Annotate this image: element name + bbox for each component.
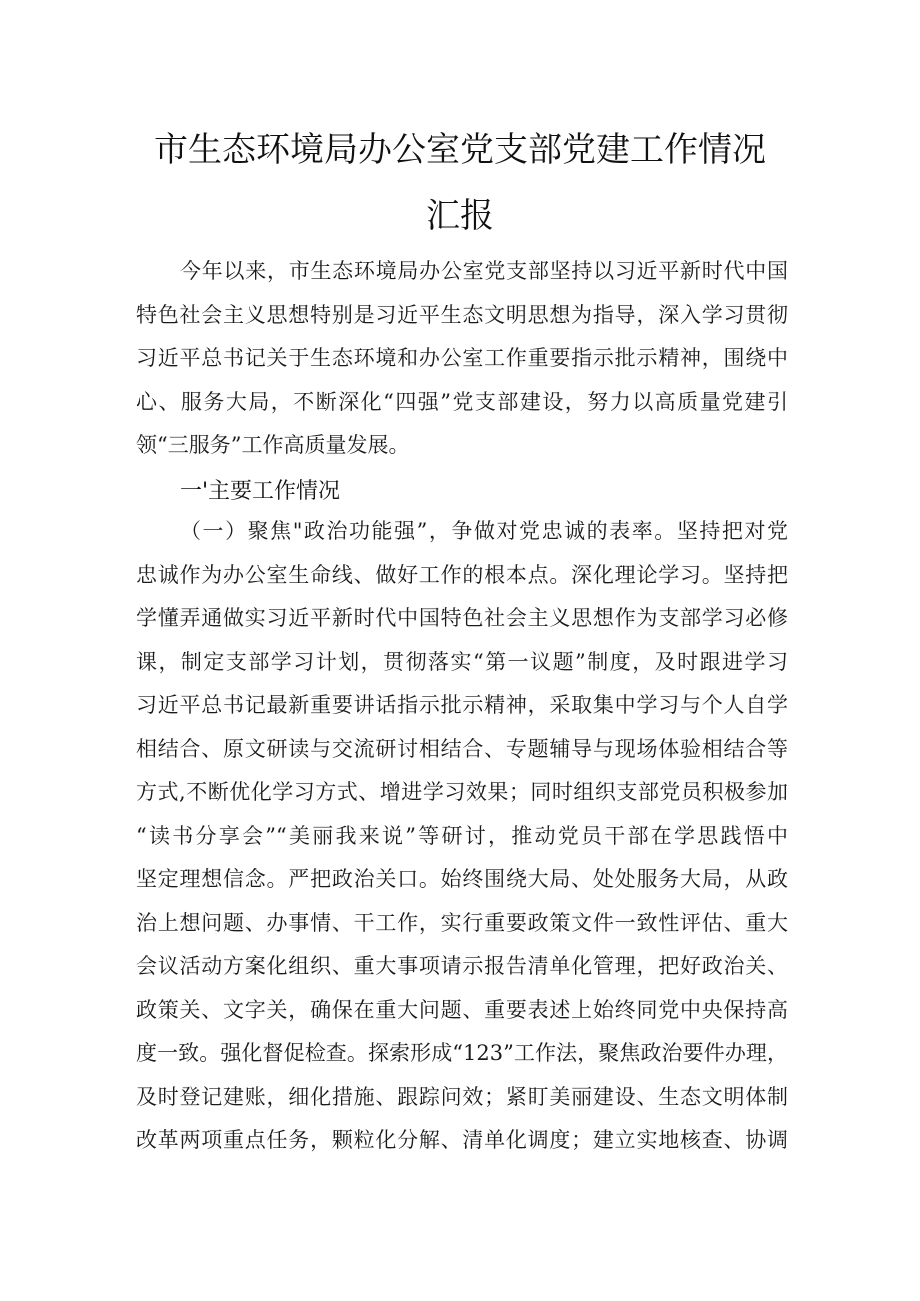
main-line: 政策关、文字关，确保在重大问题、重要表述上始终同党中央保持高 [136,997,788,1022]
intro-line: 今年以来，市生态环境局办公室党支部坚持以习近平新时代中国 [180,259,788,283]
document-title-line-2: 汇报 [426,196,494,236]
main-line: 方式,不断优化学习方式、增进学习效果；同时组织支部党员积极参加 [136,780,788,804]
main-line: 度一致。强化督促检查。探索形成“123”工作法，聚焦政治要件办理， [136,1041,788,1065]
intro-line: 领“三服务”工作高质量发展。 [136,433,410,457]
intro-line: 心、服务大局，不断深化“四强”党支部建设，努力以高质量党建引 [136,389,788,414]
main-line: 相结合、原文研读与交流研讨相结合、专题辅导与现场体验相结合等 [136,736,788,761]
intro-line: 特色社会主义思想特别是习近平生态文明思想为指导，深入学习贯彻 [136,302,788,327]
document-title-line-1: 市生态环境局办公室党支部党建工作情况 [154,130,766,170]
main-line: 学懂弄通做实习近平新时代中国特色社会主义思想作为支部学习必修 [136,606,788,630]
main-line: 治上想问题、办事情、干工作，实行重要政策文件一致性评估、重大 [136,910,788,935]
main-line: 忠诚作为办公室生命线、做好工作的根本点。深化理论学习。坚持把 [136,562,788,587]
main-line: （一）聚焦"政治功能强”，争做对党忠诚的表率。坚持把对党 [180,519,788,543]
main-paragraph [136,510,788,1163]
main-line: 习近平总书记最新重要讲话指示批示精神，采取集中学习与个人自学 [136,693,788,717]
intro-line: 习近平总书记关于生态环境和办公室工作重要指示批示精神，围绕中 [136,346,788,370]
main-line: 课，制定支部学习计划，贯彻落实“第一议题”制度，及时跟进学习 [136,649,788,674]
intro-paragraph [136,250,788,468]
main-line: 会议活动方案化组织、重大事项请示报告清单化管理，把好政治关、 [136,954,788,978]
section-heading: 一'主要工作情况 [180,479,341,504]
main-line: 及时登记建账，细化措施、跟踪问效；紧盯美丽建设、生态文明体制 [136,1084,788,1109]
main-line: “读书分享会”“美丽我来说”等研讨，推动党员干部在学思践悟中 [136,823,788,848]
main-line: 坚定理想信念。严把政治关口。始终围绕大局、处处服务大局，从政 [136,867,788,891]
main-line: 改革两项重点任务，颗粒化分解、清单化调度；建立实地核查、协调 [136,1128,788,1152]
